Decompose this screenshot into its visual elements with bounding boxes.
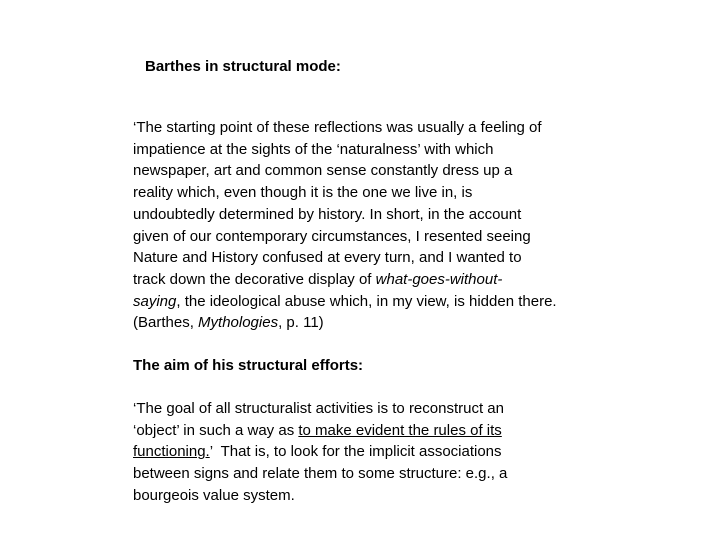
quote-mythologies bbox=[133, 117, 557, 334]
quote-line bbox=[133, 269, 557, 291]
citation-text: , p. 11) bbox=[278, 314, 324, 332]
quote-line: newspaper, art and common sense constantly dress up a bbox=[133, 162, 513, 180]
quote-line: ‘The starting point of these reflections was usually a feeling of bbox=[133, 119, 542, 136]
quote-line: impatience at the sights of the ‘naturalness’ with which bbox=[133, 140, 494, 158]
quote-line bbox=[133, 291, 557, 313]
heading-barthes-structural-mode: Barthes in structural mode: bbox=[145, 58, 341, 75]
heading-structural-aim: The aim of his structural efforts: bbox=[133, 357, 364, 374]
quote-structuralist-goal bbox=[133, 398, 507, 507]
quote-line: undoubtedly determined by history. In short, in the account bbox=[133, 205, 522, 223]
quote-text: , the ideological abuse which, in my view, is hidden there. bbox=[176, 292, 557, 310]
quote-line: Nature and History confused at every turn, and I wanted to bbox=[133, 249, 522, 267]
quote-text: track down the decorative display of bbox=[133, 270, 376, 288]
citation bbox=[133, 312, 557, 334]
quote-line: given of our contemporary circumstances, I resented seeing bbox=[133, 227, 531, 245]
citation-text: (Barthes, bbox=[133, 314, 199, 332]
quote-line bbox=[133, 441, 507, 463]
quote-line: bourgeois value system. bbox=[133, 486, 295, 504]
quote-line: between signs and relate them to some structure: e.g., a bbox=[133, 465, 508, 483]
underlined-phrase: to make evident the rules of its bbox=[298, 421, 502, 439]
quote-line: ‘The goal of all structuralist activities is to reconstruct an bbox=[133, 400, 504, 417]
quote-text: ‘object’ in such a way as bbox=[133, 421, 299, 439]
quote-text: ’ That is, to look for the implicit associations bbox=[209, 443, 502, 461]
quote-line: reality which, even though it is the one we live in, is bbox=[133, 184, 473, 202]
book-title: Mythologies bbox=[198, 314, 279, 332]
quote-line bbox=[133, 420, 507, 442]
italic-phrase: what-goes-without- bbox=[375, 270, 503, 288]
italic-phrase: saying bbox=[133, 292, 177, 310]
underlined-phrase: functioning. bbox=[133, 443, 210, 461]
